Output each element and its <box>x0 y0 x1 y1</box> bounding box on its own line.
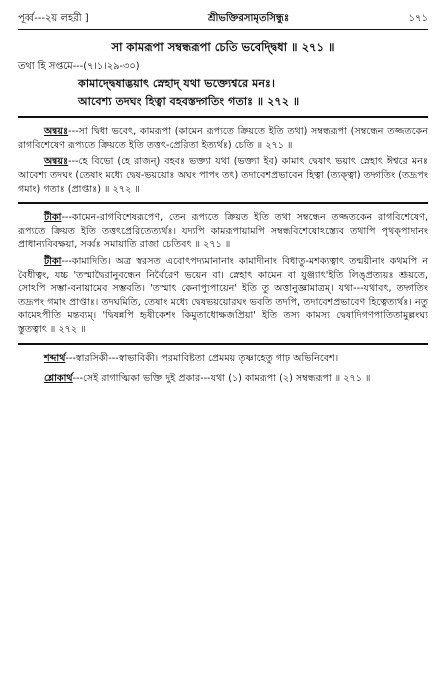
verse-block <box>78 75 428 110</box>
tika-section <box>18 211 428 336</box>
section-rule <box>18 116 428 118</box>
anvaya-text: ---সা দ্বিধা ভবেৎ, কামরূপা (কামেন রূপ্যতে ক্রিয়তে ইতি তথা) সম্বন্ধরূপা (সম্বন্ধেন তজ্জতকেন রাগবিশেষেণ রূপ্যতে ক্রিয়তে ইতি তত্তৎ-প্রেরিতা ইত্যর্থঃ) চেতি ॥ ২৭১ ॥ <box>18 126 428 151</box>
section-rule <box>18 202 428 204</box>
shabdartha-label: শব্দার্থ <box>44 352 66 364</box>
shlokartha-section <box>18 372 428 386</box>
scripture-reference: তথা হি সপ্তমে---(৭।১।২৯-৩০) <box>18 60 140 72</box>
shabdartha-paragraph <box>18 352 428 366</box>
anvaya-paragraph <box>18 125 428 152</box>
shabdartha-section <box>18 352 428 366</box>
header-chapter: পূর্ব্ব---২য় লহরী ] <box>18 13 89 24</box>
tika-label: টীকা <box>44 256 62 268</box>
verse-line: আবেশ্য তদঘং হিত্বা বহবস্তদ্গতিং গতাঃ ॥ ২৭২ ॥ <box>78 94 300 108</box>
shlokartha-text: ---সেই রাগাত্মিকা ভক্তি দুই প্রকার---যথা (১) কামরূপা (২) সম্বন্ধরূপা ॥ ২৭১ ॥ <box>72 373 371 385</box>
header-book-title: শ্রীভক্তিরসামৃতসিন্ধুঃ <box>207 13 290 24</box>
page <box>18 8 428 386</box>
anvaya-section <box>18 125 428 196</box>
section-rule <box>18 343 428 345</box>
shabdartha-text: ---স্বারসিকী---স্বাভাবিকী। পরমাবিষ্টতা প্রেমময় তৃষ্ণাহেতু গাঢ় অভিনিবেশ। <box>65 352 339 364</box>
verse-line: কামাদ্দ্বেষাদ্ভয়াৎ স্নেহাদ্ যথা ভক্ত্যেশ্বরে মনঃ। <box>78 77 275 91</box>
tika-text: ---কামেন-রাগবিশেষরূপেণ, তেন রূপ্যতে ক্রিয়ত ইতি তথা সম্বন্ধেন তজ্জতকেন রাগবিশেষেণ, রূপ্যতে ক্রিয়ত ইতি তত্তৎপ্রেরিতেত্যর্থঃ। যদ্যপি কামরূপায়ামপি সম্বন্ধবিশেষোঽস্ত্যেব তথাপি পৃথক্‌পাদানং প্রাধান্যবিবক্ষয়া, সর্ব্বঃ সমায়াতি রাজা চেতিবৎ ॥ ২৭১ ॥ <box>18 212 428 251</box>
anvaya-paragraph <box>18 155 428 196</box>
tika-paragraph <box>18 255 428 337</box>
tika-label: টীকা <box>44 212 62 224</box>
anvaya-label: অন্বয়ঃ <box>44 156 69 168</box>
shlokartha-label: শ্লোকার্থ <box>44 373 73 385</box>
verse-heading: সা কামরূপা সম্বন্ধরূপা চেতি ভবেদ্দ্বিধা ॥ ২৭১ ॥ <box>111 40 335 55</box>
tika-text: ---কামাদিতি। অত্র স্বরসত এবোৎপদ্যমানানাং কামাদীনাং বিধাতু-মশক্যত্বাৎ তন্ময়ীনাং কথমপি ন বৈধীত্বং, যচ্চ 'তস্মাদ্বৈরানুবন্ধেন নির্বৈরেণ ভয়েন বা। স্নেহাৎ কামেন বা যুঞ্জ্যাৎ'ইতি লিঙ্প্রত্যয়ঃ শ্রূয়তে, সোঽপি সম্ভা-বনায়ামেব সম্ভবতি। 'তস্মাৎ কেনাপ্যুপায়েন' ইতি তু অত্তানুজ্ঞামাত্রম্। যথা---যথাবৎ, তদ্গতিং তদ্রূপং গমাং প্রাপ্তাঃ। তদঘমিতি, তেষাং মধ্যে দ্বেষভয়য়োরঘং ভবতি তদপি, তদাবেশপ্রভাবেণ হিত্বেত্যর্থঃ। নতু কামেঽপীতি মন্তব্যম্। 'দ্বিষন্নপি হৃষীকেশং কিমুতাধোক্ষজপ্রিয়া' ইতি তস্য কামস্য দ্বেষাদিগণপাতিতামুল্লংঘ্য স্তুতত্বাৎ ॥ ২৭২ ॥ <box>18 256 428 336</box>
page-header <box>18 12 428 26</box>
anvaya-label: অন্বয়ঃ <box>44 126 69 138</box>
header-rule <box>18 29 428 30</box>
tika-paragraph <box>18 211 428 252</box>
anvaya-text: ---হে বিভো (হে রাজন্) বহবঃ ভক্ত্যা যথা (ভক্ত্যা ইব) কামাৎ দ্বেষাৎ ভয়াৎ স্নেহাৎ ঈশ্বরে মনঃ আবেশ্য তদঘং (তেষাং মধ্যে দ্বেষ-ভয়য়োঃ অঘং পাপং তৎ) তদাবেশপ্রভাবেন হিত্বা (ত্যক্ত্বা) তদ্গতিং (তদ্রূপং গমাং) গতাঃ (প্রাপ্তাঃ) ॥ ২৭২ ॥ <box>18 156 428 195</box>
shlokartha-paragraph <box>18 372 428 386</box>
header-page-number: ১৭১ <box>408 13 428 24</box>
